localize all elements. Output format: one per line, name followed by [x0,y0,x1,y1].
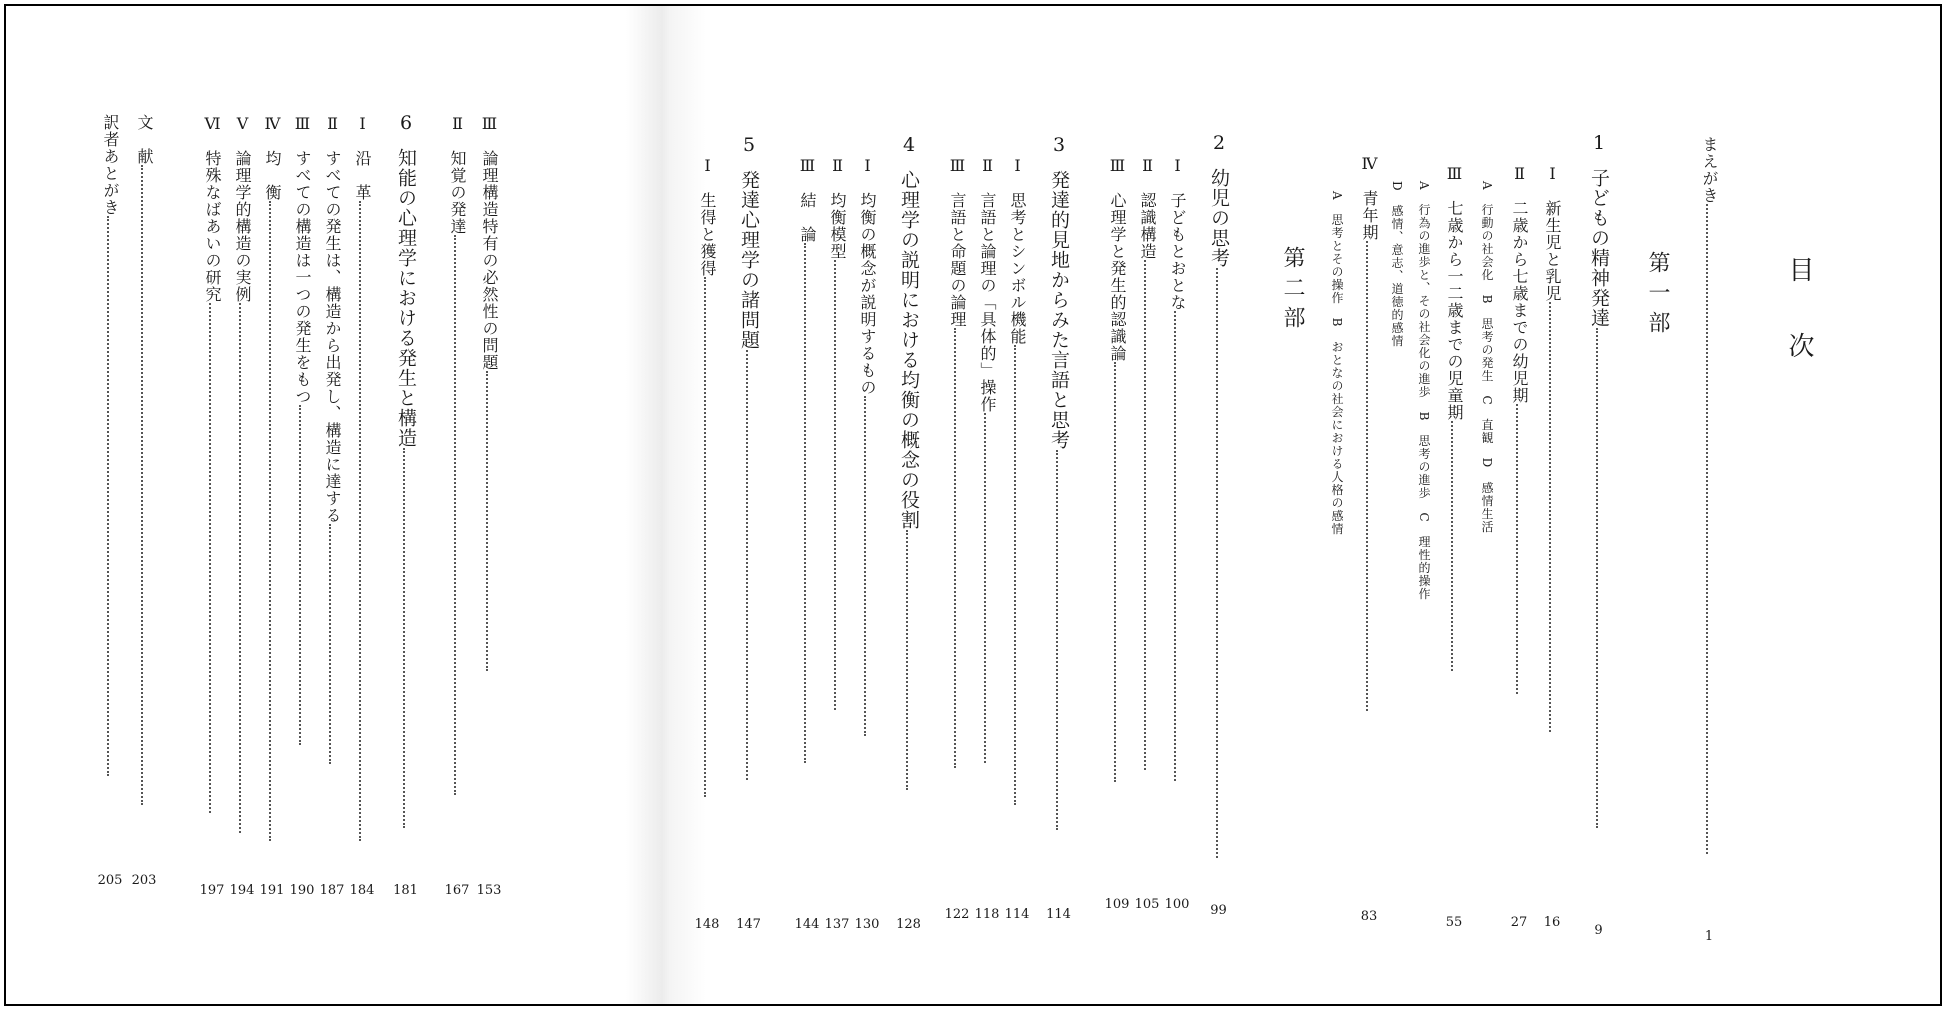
chapter-number: 6 [399,112,413,134]
toc-section-5-2[interactable] [444,114,470,898]
section-number: Ⅱ [448,114,467,134]
toc-subsections-1-3a: A 行為の進歩と、その社会化の進歩 B 思考の進歩 C 理性的操作 [1417,181,1431,601]
section-number: Ⅲ [293,114,312,134]
toc-section-2-2[interactable] [1134,156,1160,916]
section-title: 均衡の概念が説明するもの [858,192,877,397]
part-two-heading: 第二部 [1280,246,1305,336]
toc-section-4-1[interactable] [854,156,880,932]
leader-dots [1549,302,1551,732]
section-number: Ⅱ [323,114,342,134]
toc-chapter-2[interactable] [1209,134,1228,924]
toc-chapter-1[interactable] [1588,132,1610,938]
chapter-title: 幼児の思考 [1208,168,1230,269]
page-number: 147 [736,917,761,932]
page-number: 128 [896,917,921,932]
page-number: 83 [1360,909,1378,924]
toc-section-6-2[interactable] [319,114,345,898]
toc-section-2-3[interactable] [1104,156,1130,916]
leader-dots [1516,404,1518,694]
leader-dots [1056,450,1058,830]
toc-section-6-6[interactable] [199,114,225,898]
book-gutter [626,6,706,1004]
section-number: Ⅰ [1168,156,1187,176]
page-number: 122 [944,907,970,922]
toc-preface[interactable] [1700,136,1719,944]
page-number: 148 [694,917,720,932]
toc-bibliography-label: 文 献 [135,114,154,165]
section-title: 結 論 [798,192,817,244]
toc-section-4-3[interactable] [794,156,820,932]
book-spread [4,4,1942,1006]
chapter-title: 知能の心理学における発生と構造 [395,148,417,449]
toc-section-1-1[interactable] [1543,164,1562,930]
leader-dots [107,216,109,776]
section-number: Ⅱ [828,156,847,176]
page-number: 191 [259,883,285,898]
toc-section-5-3[interactable] [476,114,502,898]
page-number: 167 [444,883,470,898]
section-number: Ⅲ [480,114,499,134]
section-title: 均衡模型 [828,192,847,261]
section-title: 言語と論理の「具体的」操作 [978,192,997,414]
leader-dots [454,235,456,795]
leader-dots [1174,311,1176,781]
toc-subsections-1-3b: D 感情、意志、道徳的感情 [1390,181,1404,348]
page-number: 190 [289,883,315,898]
chapter-title: 子どもの精神発達 [1588,168,1610,329]
section-number: Ⅳ [263,114,282,134]
section-title: 子どもとおとな [1168,192,1187,312]
leader-dots [269,201,271,841]
section-title: 新生児と乳児 [1543,200,1562,303]
leader-dots [984,413,986,763]
page-number: 109 [1104,897,1130,912]
chapter-title: 心理学の説明における均衡の概念の役割 [898,170,920,531]
page-number: 55 [1445,915,1463,930]
page-number: 203 [131,873,157,888]
section-title: 生得と獲得 [698,192,717,278]
page-number: 114 [1004,907,1030,922]
page-number: 184 [349,883,375,898]
page-number: 153 [476,883,502,898]
leader-dots [1596,328,1598,828]
page-number: 9 [1594,923,1603,938]
leader-dots [746,350,748,780]
section-title: 均 衡 [263,150,282,202]
toc-section-6-1[interactable] [349,114,375,898]
chapter-number: 2 [1212,132,1226,154]
leader-dots [906,530,908,790]
page-number: 105 [1134,897,1160,912]
leader-dots [1216,268,1218,858]
leader-dots [403,448,405,828]
page-number: 205 [97,873,123,888]
toc-section-1-3[interactable] [1445,164,1464,930]
toc-chapter-6[interactable] [393,112,418,904]
toc-chapter-5[interactable] [736,134,761,932]
section-number: Ⅴ [233,114,252,134]
section-title: 心理学と発生的認識論 [1108,192,1127,363]
toc-chapter-4[interactable] [896,134,921,932]
page-number: 181 [393,883,418,898]
chapter-number: 4 [902,134,916,156]
page-number: 99 [1210,903,1227,918]
leader-dots [1114,362,1116,782]
section-title: 七歳から一二歳までの児童期 [1445,200,1464,422]
toc-bibliography[interactable] [131,114,157,888]
chapter-title: 発達心理学の諸問題 [738,170,760,351]
toc-section-3-2[interactable] [974,156,1000,922]
leader-dots [239,303,241,833]
toc-section-5-1[interactable] [694,156,720,932]
leader-dots [359,201,361,841]
section-title: 沿 革 [353,150,372,202]
section-number: Ⅲ [1445,164,1464,184]
toc-subsections-1-4: A 思考とその操作 B おとなの社会における人格の感情 [1330,191,1344,536]
section-title: 青年期 [1360,190,1379,242]
page-number: 100 [1164,897,1190,912]
leader-dots [1451,421,1453,671]
section-title: 知覚の発達 [448,150,467,236]
section-title: 言語と命題の論理 [948,192,967,329]
section-number: Ⅰ [1543,164,1562,184]
section-title: 思考とシンボル機能 [1008,192,1027,346]
section-number: Ⅰ [353,114,372,134]
page-number: 130 [854,917,880,932]
page-number: 118 [974,907,1000,922]
toc-section-4-2[interactable] [824,156,850,932]
toc-section-2-1[interactable] [1164,156,1190,916]
page-number: 144 [794,917,820,932]
section-number: Ⅱ [978,156,997,176]
toc-translator-afterword[interactable] [97,114,123,888]
section-title: 二歳から七歳までの幼児期 [1510,200,1529,405]
toc-preface-label: まえがき [1700,136,1719,204]
toc-section-1-2[interactable] [1510,164,1529,930]
chapter-number: 5 [742,134,756,156]
toc-section-3-1[interactable] [1004,156,1030,922]
leader-dots [299,405,301,745]
section-number: Ⅲ [948,156,967,176]
leader-dots [209,303,211,813]
leader-dots [486,371,488,671]
section-number: Ⅲ [1108,156,1127,176]
leader-dots [954,328,956,768]
section-number: Ⅱ [1138,156,1157,176]
page-number: 27 [1510,915,1528,930]
toc-section-6-4[interactable] [259,114,285,898]
page-title: 目 次 [1784,256,1814,370]
page-number: 194 [229,883,255,898]
section-title: すべての構造は一つの発生をもつ [293,150,312,406]
page-number: 1 [1704,929,1714,944]
leader-dots [1706,204,1708,854]
page-number: 16 [1543,915,1561,930]
section-number: Ⅰ [1008,156,1027,176]
toc-section-1-4[interactable] [1360,154,1379,924]
leader-dots [864,396,866,736]
page-number: 137 [824,917,850,932]
section-number: Ⅱ [1510,164,1529,184]
section-title: 特殊なばあいの研究 [203,150,222,304]
page-number: 114 [1046,907,1071,922]
section-title: すべての発生は、構造から出発し、構造に達する [323,150,342,525]
leader-dots [141,165,143,805]
leader-dots [1014,345,1016,805]
page-number: 197 [199,883,225,898]
leader-dots [329,524,331,764]
leader-dots [804,243,806,763]
section-number: Ⅰ [698,156,717,176]
toc-subsections-1-2: A 行動の社会化 B 思考の発生 C 直観 D 感情生活 [1480,181,1494,534]
toc-section-3-3[interactable] [944,156,970,922]
toc-section-6-5[interactable] [229,114,255,898]
leader-dots [1366,241,1368,711]
toc-chapter-3[interactable] [1046,134,1071,926]
toc-section-6-3[interactable] [289,114,315,898]
section-number: Ⅵ [203,114,222,134]
toc-afterword-label: 訳者あとがき [101,114,120,216]
section-title: 論理学的構造の実例 [233,150,252,304]
chapter-number: 1 [1592,132,1606,154]
chapter-number: 3 [1052,134,1066,156]
part-one-heading: 第一部 [1645,251,1670,341]
chapter-title: 発達的見地からみた言語と思考 [1048,170,1070,451]
page-number: 187 [319,883,345,898]
section-number: Ⅰ [858,156,877,176]
section-title: 認識構造 [1138,192,1157,261]
section-number: Ⅲ [798,156,817,176]
section-title: 論理構造特有の必然性の問題 [480,150,499,372]
section-number: Ⅳ [1360,154,1379,174]
leader-dots [704,277,706,797]
leader-dots [834,260,836,710]
leader-dots [1144,260,1146,770]
